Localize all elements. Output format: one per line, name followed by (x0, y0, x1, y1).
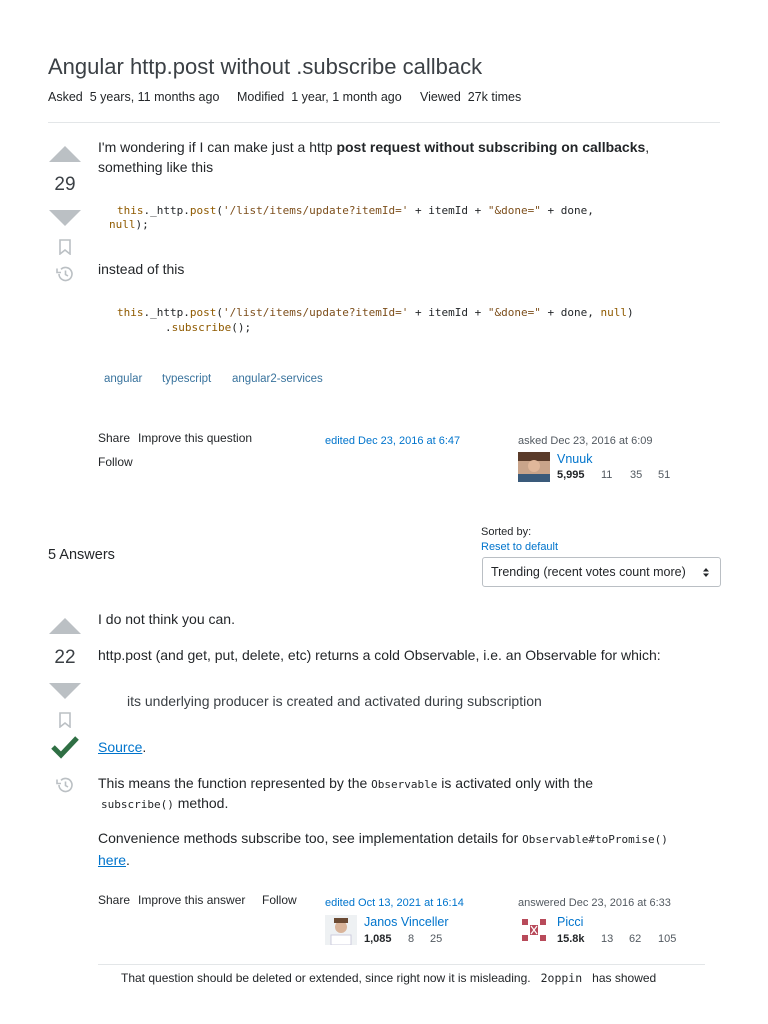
code-block-2: this._http.post('/list/items/update?itemId=' + itemId + "&done=" + done, null) (117, 306, 634, 319)
question-author-gold: 11 (601, 469, 613, 481)
editor-silver: 8 (408, 933, 415, 945)
question-author-rep: 5,995 (557, 469, 585, 481)
accepted-check-icon (51, 735, 79, 759)
answer-paragraph-3-line-2: subscribe() method. (101, 795, 229, 811)
reset-sort-link[interactable]: Reset to default (481, 541, 559, 553)
tag-angular2-services[interactable]: angular2-services (232, 373, 323, 385)
title-divider (48, 122, 720, 123)
author-avatar[interactable] (518, 915, 550, 945)
answer-upvote-button[interactable] (49, 618, 81, 634)
history-icon[interactable] (55, 265, 75, 283)
question-author-bronze: 51 (658, 469, 671, 481)
downvote-button[interactable] (49, 210, 81, 226)
improve-question-link[interactable]: Improve this question (138, 431, 253, 445)
editor-bronze: 25 (430, 933, 443, 945)
answer-paragraph-1: I do not think you can. (98, 611, 235, 627)
answer-source: Source. (98, 739, 147, 755)
question-title[interactable]: Angular http.post without .subscribe callback (48, 54, 483, 79)
follow-answer-link[interactable]: Follow (262, 893, 297, 907)
editor-name[interactable]: Janos Vinceller (364, 915, 449, 929)
answer-answered-time: answered Dec 23, 2016 at 6:33 (518, 897, 671, 909)
code-block-2-line-2: .subscribe(); (165, 321, 252, 334)
upvote-button[interactable] (49, 146, 81, 162)
answer-vote-count: 22 (54, 647, 76, 668)
code-block-1-line-2: null); (109, 218, 149, 231)
author-gold: 13 (601, 933, 614, 945)
question-text-2: instead of this (98, 261, 185, 277)
question-edited-link[interactable]: edited Dec 23, 2016 at 6:47 (325, 435, 461, 447)
answer-blockquote: its underlying producer is created and activated during subscription (127, 693, 542, 709)
comment-divider (98, 964, 705, 965)
comment-text: That question should be deleted or extended, since right now it is misleading. 2oppin has showed (121, 971, 657, 985)
answer-paragraph-2: http.post (and get, put, delete, etc) returns a cold Observable, i.e. an Observable for which: (98, 647, 661, 663)
bookmark-icon[interactable] (58, 239, 72, 255)
answer-downvote-button[interactable] (49, 683, 81, 699)
author-rep: 15.8k (557, 933, 585, 945)
editor-avatar[interactable] (325, 915, 357, 945)
modified-meta: Modified 1 year, 1 month ago (237, 90, 402, 104)
answer-paragraph-3: This means the function represented by the Observable is activated only with the (98, 775, 594, 791)
answer-bookmark-icon[interactable] (58, 712, 72, 728)
author-silver: 62 (629, 933, 642, 945)
sorted-by-label: Sorted by: (481, 526, 532, 538)
tag-angular[interactable]: angular (104, 373, 143, 385)
viewed-meta: Viewed 27k times (420, 90, 522, 104)
here-link[interactable]: here (98, 852, 127, 868)
answer-edited-link[interactable]: edited Oct 13, 2021 at 16:14 (325, 897, 464, 909)
code-block-1: this._http.post('/list/items/update?itemId=' + itemId + "&done=" + done, (117, 204, 594, 217)
answer-history-icon[interactable] (55, 776, 75, 794)
question-author-silver: 35 (630, 469, 643, 481)
editor-rep: 1,085 (364, 933, 392, 945)
asked-meta: Asked 5 years, 11 months ago (48, 90, 220, 104)
question-vote-count: 29 (54, 174, 76, 195)
question-author-name[interactable]: Vnuuk (557, 452, 593, 466)
improve-answer-link[interactable]: Improve this answer (138, 893, 246, 907)
question-asked-time: asked Dec 23, 2016 at 6:09 (518, 435, 653, 447)
question-text-1: I'm wondering if I can make just a http post request without subscribing on callbacks, something like this (98, 139, 650, 175)
follow-question-link[interactable]: Follow (98, 455, 133, 469)
author-name[interactable]: Picci (557, 915, 584, 929)
author-bronze: 105 (658, 933, 677, 945)
answer-paragraph-4: Convenience methods subscribe too, see implementation details for Observable#toPromise() here. (98, 830, 668, 868)
share-question-link[interactable]: Share (98, 431, 131, 445)
comment-user-mention[interactable]: 2oppin (540, 971, 583, 985)
sort-select[interactable]: Trending (recent votes count more) (482, 557, 721, 587)
source-link[interactable]: Source (98, 739, 143, 755)
tag-typescript[interactable]: typescript (162, 373, 212, 385)
avatar[interactable] (518, 452, 550, 482)
answers-count: 5 Answers (48, 547, 115, 563)
share-answer-link[interactable]: Share (98, 893, 131, 907)
